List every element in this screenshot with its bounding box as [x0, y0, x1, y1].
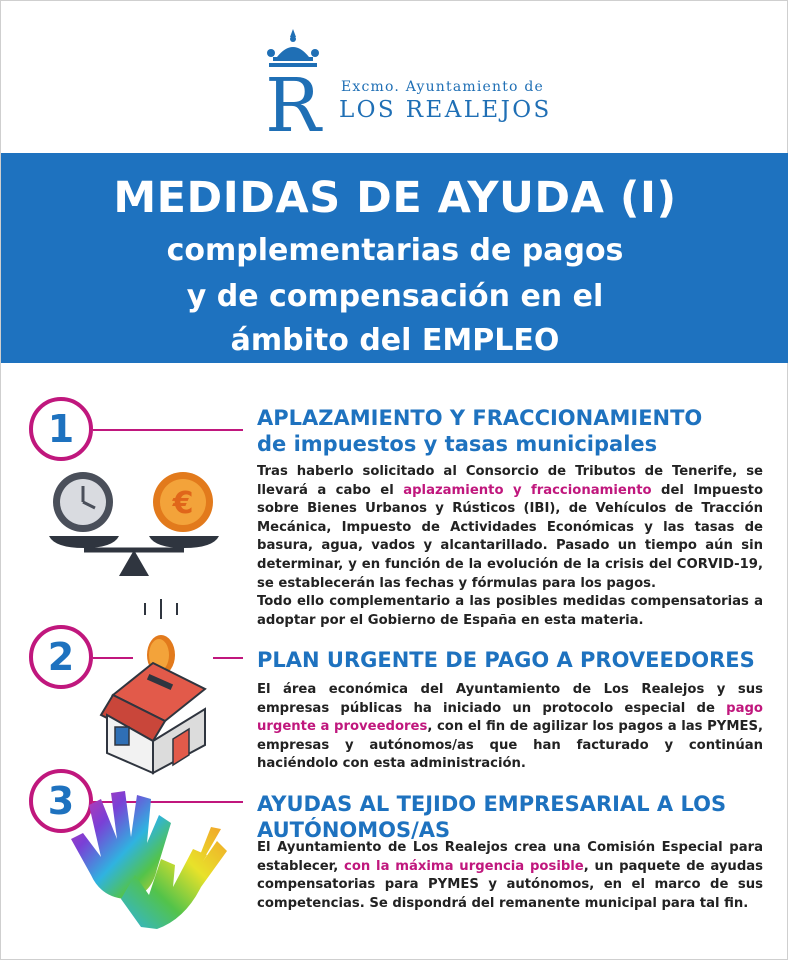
section1-text-extra: Todo ello complementario a las posibles medidas compensatorias a adoptar por el Gobierno de España en esta materia. — [257, 594, 763, 628]
section3-highlight: con la máxima urgencia posible — [344, 858, 584, 874]
section3-title — [257, 791, 767, 843]
svg-text:€: € — [172, 486, 194, 521]
clock-icon — [53, 472, 113, 532]
section1-title — [257, 405, 767, 457]
section2-body — [257, 681, 763, 774]
section2-title: PLAN URGENTE DE PAGO A PROVEEDORES — [257, 648, 755, 672]
section2-text-before: El área económica del Ayuntamiento de Los Realejos y sus empresas públicas ha iniciado un protocolo especial de — [257, 682, 763, 716]
piggy-bank-house-icon — [101, 663, 205, 773]
rainbow-hands-illustration — [61, 779, 231, 939]
banner-subtitle-line3: ámbito del EMPLEO — [230, 323, 560, 358]
logo-line1: Excmo. Ayuntamiento de — [341, 79, 544, 95]
section1-body — [257, 463, 763, 630]
svg-text:R: R — [265, 63, 321, 135]
logo-r-emblem-icon — [257, 27, 329, 135]
house-bank-illustration — [93, 597, 223, 777]
section-connector-line — [93, 429, 243, 431]
section3-text-after: , un paquete de ayudas compensatorias para PYMES y autónomos, en el marco de sus competencias. Se dispondrá del remanente municipal para tal fin. — [257, 858, 764, 911]
section3-body — [257, 839, 763, 913]
municipality-logo — [257, 27, 567, 139]
section2-text-after: , con el fin de agilizar los pagos a las PYMES, empresas y autónomos/as que han facturado y continúan haciéndolo con esta administración. — [257, 719, 763, 772]
section2-highlight: pago urgente a proveedores — [257, 700, 763, 735]
section1-title-line1: APLAZAMIENTO Y FRACCIONAMIENTO — [257, 406, 703, 430]
balance-illustration — [41, 466, 221, 581]
banner-subtitle-line1: complementarias de pagos — [166, 233, 624, 268]
section3-text-before: El Ayuntamiento de Los Realejos crea una Comisión Especial para establecer, — [257, 840, 763, 874]
section-number-3: 3 — [29, 769, 93, 833]
banner-subtitle-line2: y de compensación en el — [186, 279, 604, 314]
section1-text-before: Tras haberlo solicitado al Consorcio de Tributos de Tenerife, se llevará a cabo el — [257, 464, 763, 498]
section-number-1: 1 — [29, 397, 93, 461]
rainbow-hands-icon — [71, 791, 227, 929]
euro-coin-icon — [153, 472, 213, 532]
banner-title: MEDIDAS DE AYUDA (I) — [113, 173, 677, 223]
logo-line2: LOS REALEJOS — [339, 97, 552, 123]
section3-title-line1: AYUDAS AL TEJIDO EMPRESARIAL A LOS — [257, 792, 727, 816]
title-banner — [1, 153, 788, 363]
coin-drop-lines-icon — [145, 599, 177, 619]
section1-highlight: aplazamiento y fraccionamiento — [403, 482, 652, 498]
section-number-2: 2 — [29, 625, 93, 689]
section1-title-line2: de impuestos y tasas municipales — [257, 432, 658, 456]
balance-scale-icon — [49, 536, 219, 576]
section1-text-after: del Impuesto sobre Bienes Urbanos y Rústicos (IBI), de Vehículos de Tracción Mecánica, Impuesto de Actividades Económicas y las tasas de basura, agua, vados y alcantarillado. Pasado un tiempo aún sin determinar, y en función de la evolución de la crisis del CORVID-19, se establecerán las fechas y fórmulas para los pagos. — [257, 482, 764, 591]
section3-title-line2: AUTÓNOMOS/AS — [257, 818, 451, 842]
